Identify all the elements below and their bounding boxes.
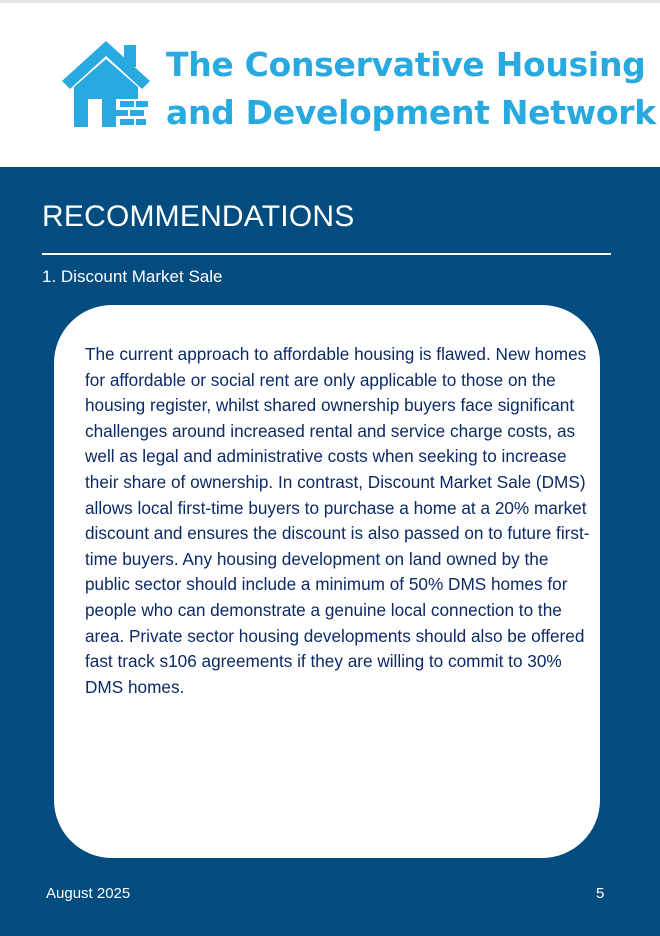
house-brick-icon [58,35,154,131]
recommendation-heading: 1. Discount Market Sale [42,267,223,286]
page-number: 5 [596,885,605,902]
section-title: RECOMMENDATIONS [42,200,355,233]
organization-name [166,41,656,137]
recommendation-card [54,305,600,858]
footer-date: August 2025 [46,885,131,902]
recommendation-body-text: The current approach to affordable housing is flawed. New homes for affordable or social rent are only applicable to those on the housing register, whilst shared ownership buyers face significant challenges around increased rental and service charge costs, as well as legal and administrative costs when seeking to increase their share of ownership. In contrast, Discount Market Sale (DMS) allows local first-time buyers to purchase a home at a 20% market discount and ensures the discount is also passed on to future first-time buyers. Any housing development on land owned by the public sector should include a minimum of 50% DMS homes for people who can demonstrate a genuine local connection to the area. Private sector housing developments should also be offered fast track s106 agreements if they are willing to commit to 30% DMS homes. [85,344,590,697]
content-panel [0,167,660,936]
organization-name-line-2: and Development Network [166,93,656,132]
organization-name-line-1: The Conservative Housing [166,45,646,84]
page-header [0,0,660,167]
title-divider [42,253,611,255]
